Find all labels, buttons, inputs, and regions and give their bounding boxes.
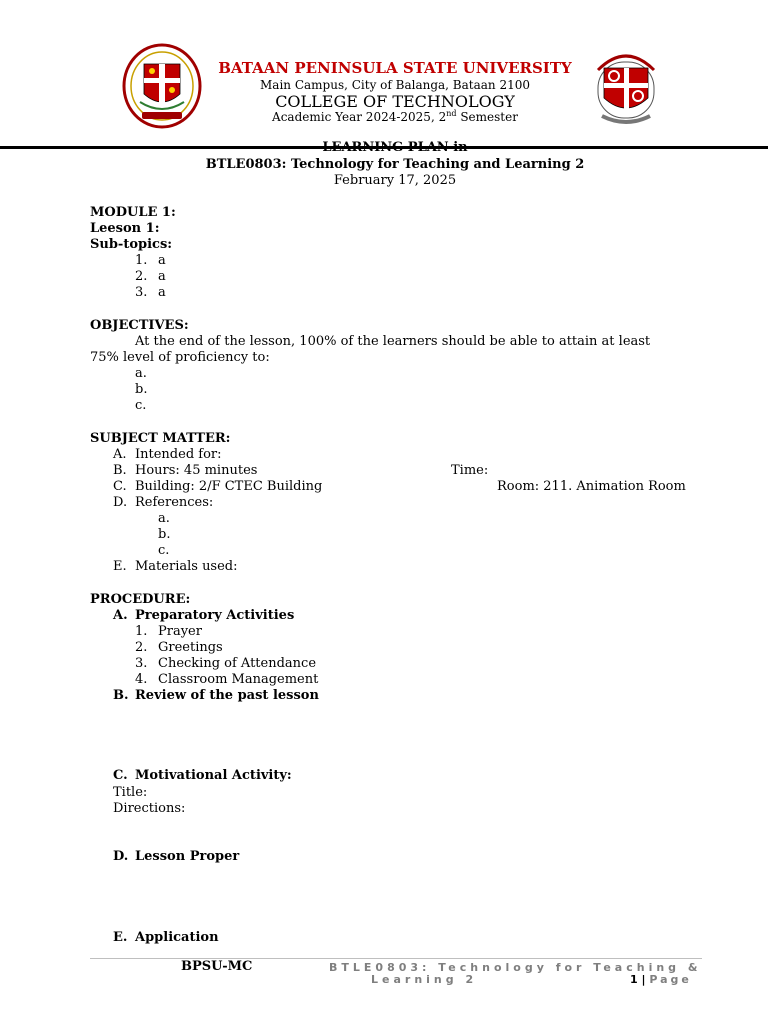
procedure-item-letter: C. — [113, 768, 128, 783]
page-label: Page — [649, 973, 692, 986]
procedure-item-letter: B. — [113, 688, 129, 703]
footer-course-line1: BTLE0803: Technology for Teaching & — [329, 961, 702, 974]
plan-title: LEARNING PLAN in — [322, 140, 468, 155]
lesson-label: Leeson 1: — [90, 221, 160, 236]
activity-text: Greetings — [158, 640, 223, 655]
procedure-item-letter: D. — [113, 849, 129, 864]
reference-item: b. — [158, 527, 171, 542]
objectives-label: OBJECTIVES: — [90, 318, 189, 333]
college-name: COLLEGE OF TECHNOLOGY — [275, 92, 515, 111]
building: Building: 2/F CTEC Building — [135, 479, 323, 494]
subtopic-number: 1. — [135, 253, 148, 268]
footer-course-line2: Learning 2 — [371, 973, 478, 986]
campus-address: Main Campus, City of Balanga, Bataan 2100 — [260, 78, 530, 92]
subject-item-letter: D. — [113, 495, 128, 510]
reference-item: a. — [158, 511, 170, 526]
subject-item-letter: A. — [113, 447, 127, 462]
procedure-item-letter: A. — [113, 608, 128, 623]
activity-text: Classroom Management — [158, 672, 319, 687]
reference-item: c. — [158, 543, 170, 558]
application-heading: Application — [135, 930, 219, 945]
activity-text: Checking of Attendance — [158, 656, 317, 671]
module-label: MODULE 1: — [90, 205, 176, 220]
academic-year-prefix: Academic Year 2024-2025, 2 — [272, 110, 447, 124]
activity-title-label: Title: — [113, 785, 148, 800]
intended-for: Intended for: — [135, 447, 222, 462]
page-separator: | — [637, 973, 650, 986]
subtopic-text: a — [158, 285, 166, 300]
references-label: References: — [135, 495, 214, 510]
room: Room: 211. Animation Room — [497, 479, 686, 494]
objective-item: a. — [135, 366, 147, 381]
course-title: BTLE0803: Technology for Teaching and Learning 2 — [205, 157, 585, 172]
objective-item: b. — [135, 382, 148, 397]
objectives-intro-line1: At the end of the lesson, 100% of the learners should be able to attain at least — [135, 334, 651, 349]
materials-used: Materials used: — [135, 559, 238, 574]
procedure-item-letter: E. — [113, 930, 128, 945]
subtopic-number: 3. — [135, 285, 148, 300]
preparatory-activities-heading: Preparatory Activities — [135, 608, 295, 623]
objectives-intro-line2: 75% level of proficiency to: — [90, 350, 270, 365]
activity-text: Prayer — [158, 624, 202, 639]
subtopic-number: 2. — [135, 269, 148, 284]
footer-campus: BPSU-MC — [181, 959, 253, 974]
subtopic-text: a — [158, 253, 166, 268]
plan-date: February 17, 2025 — [333, 173, 457, 188]
hours: Hours: 45 minutes — [135, 463, 258, 478]
motivational-activity-heading: Motivational Activity: — [135, 768, 292, 783]
academic-year-ordinal: nd — [446, 109, 457, 118]
page-indicator — [630, 972, 692, 988]
page-number: 1 — [630, 973, 638, 986]
review-heading: Review of the past lesson — [135, 688, 319, 703]
activity-number: 3. — [135, 656, 148, 671]
university-name: BATAAN PENINSULA STATE UNIVERSITY — [218, 59, 572, 77]
activity-number: 1. — [135, 624, 148, 639]
lesson-proper-heading: Lesson Proper — [135, 849, 240, 864]
subject-item-letter: C. — [113, 479, 127, 494]
subject-item-letter: B. — [113, 463, 127, 478]
academic-year-suffix: Semester — [456, 110, 518, 124]
subtopic-text: a — [158, 269, 166, 284]
academic-year — [0, 109, 768, 125]
objective-item: c. — [135, 398, 147, 413]
activity-directions-label: Directions: — [113, 801, 186, 816]
activity-number: 4. — [135, 672, 148, 687]
subject-matter-label: SUBJECT MATTER: — [90, 431, 231, 446]
subject-item-letter: E. — [113, 559, 127, 574]
procedure-label: PROCEDURE: — [90, 592, 191, 607]
time: Time: — [451, 463, 489, 478]
subtopics-label: Sub-topics: — [90, 237, 173, 252]
activity-number: 2. — [135, 640, 148, 655]
